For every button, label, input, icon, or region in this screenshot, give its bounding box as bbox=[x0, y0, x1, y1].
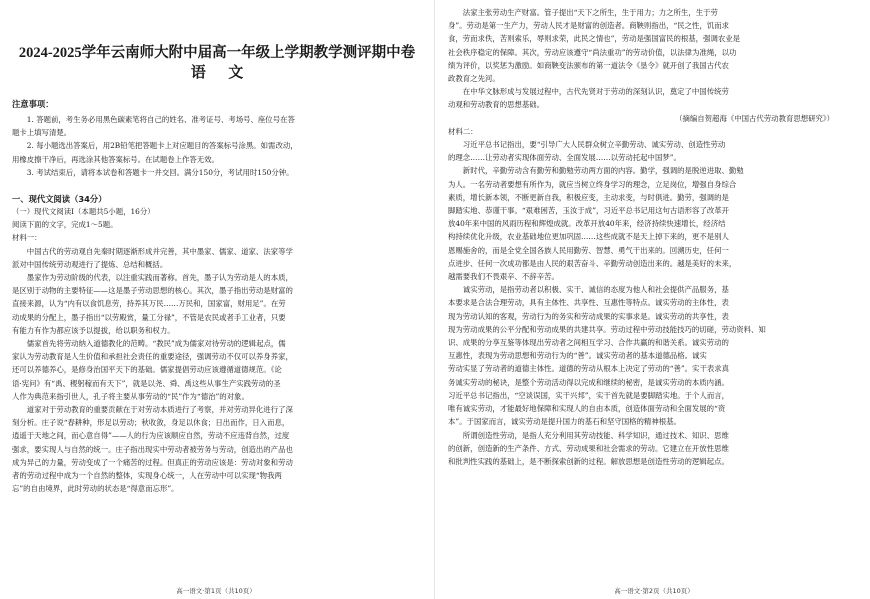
text-line: 点进步、任何一次成功都是由人民的艰苦奋斗、辛勤劳动创造出来的。越是美好的未来， bbox=[448, 258, 737, 268]
text-line: 儒家首先将劳动纳入道德教化的范畴。“教民”成为儒家对待劳动的逻辑起点，儒 bbox=[26, 339, 286, 349]
text-line: 语·宪问》有“禹、稷躬稼而有天下”，就是以尧、舜、禹这些从事生产实践劳动的圣 bbox=[12, 378, 281, 388]
text-line: 的理念……让劳动者实现体面劳动、全面发展……以劳动托起中国梦”。 bbox=[448, 153, 681, 163]
reading-instruction: 阅读下面的文字，完成1～5题。 bbox=[12, 220, 118, 230]
section-heading: 一、现代文阅读（34分） bbox=[12, 194, 107, 205]
text-line: 务诚实劳动的秘诀，是整个劳动活动得以完成和继续的秘密，是诚实劳动的本质内涵。 bbox=[448, 377, 729, 387]
text-line: 动观和劳动教育的思想基础。 bbox=[448, 100, 545, 110]
text-line: 身”。劳动是第一生产力，劳动人民才是财富的创造者。商鞅则指出，“民之性，饥而求 bbox=[448, 21, 730, 31]
text-line: 识、成果的分享互鉴等体现出劳动者之间相互学习、合作共赢的和谐关系。诚实劳动的 bbox=[448, 338, 729, 348]
text-line: 互惠性，表现为劳动思想和劳动行为的“善”。诚实劳动者的基本道德品格。诚实 bbox=[448, 351, 707, 361]
text-line: 者的劳动过程中成为一个自然的整体，实现身心统一，人在劳动中可以实现“物我两 bbox=[12, 471, 282, 481]
notice-line: 2. 每小题选出答案后，用2B铅笔把答题卡上对应题目的答案标号涂黑。如需改动， bbox=[26, 141, 298, 151]
text-line: 动成果的分配上，墨子指出“以劳殿赏，量工分禄”，不管是农民或者手工业者，只要 bbox=[12, 312, 286, 322]
text-line: 本”。于国家而言，诚实劳动是提升国力的基石和坚守国格的精神根基。 bbox=[448, 417, 681, 427]
notice-line: 题卡上填写清楚。 bbox=[12, 128, 72, 138]
notice-list bbox=[12, 113, 422, 179]
text-line: 现为劳动认知的客观，劳动行为的务实和劳动成果的实事求是。诚实劳动的共享性，表 bbox=[448, 311, 729, 321]
text-line: 法家主张劳动生产财富。管子提出“天下之所生，生于用力；力之所生，生于劳 bbox=[462, 8, 718, 17]
text-line: 唯有诚实劳动，才能最好地保障和实现人的自由本质，创造体面劳动和全面发展的“资 bbox=[448, 404, 726, 414]
exam-page-1 bbox=[0, 0, 432, 599]
text-line: 人作为典范来指引世人，孔子将主要从事劳动的“民”作为“德治”的对象。 bbox=[12, 391, 249, 401]
text-line: 食，劳而求佚，苦则索乐，辱则求荣，此民之情也”，劳动是强国富民的根基，强调农业是 bbox=[448, 34, 741, 44]
text-line: 素质，增长新本领，不断更新自我，积极应变，主动求变，与时俱进。勤劳，强调的是 bbox=[448, 192, 729, 202]
material-one-text bbox=[12, 245, 422, 496]
text-line: 道家对于劳动教育的重要贡献在于对劳动本质进行了考察，并对劳动异化进行了深 bbox=[26, 405, 293, 415]
text-line: 习近平总书记指出，“空谈误国，实干兴邦”，实干首先就是要脚踏实地。于个人而言， bbox=[448, 390, 730, 400]
text-line: 强求，要实现人与自然的统一。庄子指出现实中劳动者被劳务与劳动，创造出的产品也 bbox=[12, 444, 293, 454]
text-line: 放40年来中国的风雨历程和辉煌成就。改革开放40年来，经济持续快速增长，经济结 bbox=[448, 219, 726, 229]
subsection-heading: （一）现代文阅读Ⅰ（本题共5小题，16分） bbox=[12, 207, 155, 217]
notice-line: 1. 答题前，考生务必用黑色碳素笔将自己的姓名、准考证号、考场号、座位号在答 bbox=[26, 115, 295, 124]
exam-subject: 语文 bbox=[190, 65, 266, 81]
text-line: 派对中国传统劳动观进行了提炼、总结和概括。 bbox=[12, 259, 168, 269]
material-label: 材料一： bbox=[12, 233, 42, 243]
text-line: 忘”的自由境界，此时劳动的状态是“得意而忘形”。 bbox=[12, 484, 179, 494]
text-line: 构持续优化升级，农业基础地位更加巩固……这些成就不是天上掉下来的，更不是别人 bbox=[448, 232, 729, 242]
text-line: 中国古代的劳动观自先秦时期逐渐形成并完善，其中墨家、儒家、道家、法家等学 bbox=[26, 246, 293, 256]
page-footer: 高一语文·第2页（共10页） bbox=[614, 587, 694, 595]
text-line: 脚踏实地、恭谨干事。“艰难困苦，玉汝于成”，习近平总书记用这句古语形容了改革开 bbox=[448, 206, 730, 216]
text-line: 恩赐施舍的，而是全党全国各族人民用勤劳、智慧、勇气干出来的。回溯历史，任何一 bbox=[448, 245, 729, 255]
exam-title: 2024-2025学年云南师大附中届高一年级上学期教学测评期中卷 bbox=[18, 45, 416, 61]
page-fold-divider bbox=[434, 0, 435, 599]
text-line: 成为异己的力量，劳动变成了一个痛苦的过程。但真正的劳动应该是：劳动对象和劳动 bbox=[12, 457, 293, 467]
source-citation: （摘编自贺超海《中国古代劳动教育思想研究》） bbox=[675, 113, 834, 123]
notice-line: 用橡皮擦干净后，再选涂其他答案标号。在试题卷上作答无效。 bbox=[12, 154, 219, 164]
text-line: 还可以养德养心，是修身治国平天下的基础。儒家提倡劳动应该遵循道德规范。《论 bbox=[12, 365, 282, 375]
text-line: 逍遥于天地之间，而心意自得”——人的行为应该顺应自然，劳动不应违背自然，过度 bbox=[12, 431, 290, 441]
text-line: 在中华文脉形成与发展过程中，古代先贤对于劳动的深刻认识，奠定了中国传统劳 bbox=[462, 87, 729, 97]
material-label: 材料二： bbox=[448, 126, 478, 136]
text-line: 绩为评价，以奖惩为激励。如商鞅变法颁布的第一道法令《垦令》就开创了我国古代农 bbox=[448, 60, 729, 70]
text-line: 越需要我们不畏艰辛、不辞辛苦。 bbox=[448, 272, 559, 282]
text-line: 有能力有作为都应该予以提拔，给以职务和权力。 bbox=[12, 325, 175, 335]
text-line: 是区别于动物的主要特征——这是墨子劳动思想的核心。其次，墨子指出劳动是财富的 bbox=[12, 286, 293, 296]
material-two-text bbox=[448, 138, 858, 468]
text-line: 社会秩序稳定的保障。其次，劳动应该遵守“尚法重功”的劳动价值，以法律为准绳，以功 bbox=[448, 47, 737, 57]
notice-line: 3. 考试结束后，请将本试卷和答题卡一并交回。满分150分，考试用时150分钟。 bbox=[26, 167, 294, 177]
text-line: 墨家作为劳动阶级的代表，以注重实践而著称。首先，墨子认为劳动是人的本质， bbox=[26, 273, 293, 283]
text-line: 现为劳动成果的公平分配和劳动成果的共建共享。劳动过程中劳动技能技巧的切磋，劳动资料、知 bbox=[448, 324, 766, 334]
text-line: 习近平总书记指出，要“引导广大人民群众树立辛勤劳动、诚实劳动、创造性劳动 bbox=[462, 140, 726, 150]
text-line: 和批判性实践的基础上，是不断探索创新的过程。解放思想是创造性劳动的逻辑起点。 bbox=[448, 456, 729, 466]
material-one-continued bbox=[448, 6, 858, 112]
text-line: 诚实劳动，是指劳动者以积极、实干、诚信的态度为他人和社会提供产品服务，基 bbox=[462, 285, 729, 295]
text-line: 为人。一名劳动者要想有所作为，就应当树立终身学习的理念，立足岗位，增强自身综合 bbox=[448, 179, 737, 189]
text-line: 直接来源，认为“内有以食饥息劳，持养其万民……万民和，国家富，财用足”。在劳 bbox=[12, 299, 286, 309]
text-line: 劳动实显了劳动者的道德主体性。道德的劳动从根本上决定了劳动的“善”。实干表求真 bbox=[448, 364, 730, 374]
text-line: 家认为劳动教育是人生价值和承担社会责任的重要途径，强调劳动不仅可以养身养家， bbox=[12, 352, 293, 362]
exam-page-2 bbox=[438, 0, 870, 599]
text-line: 所谓创造性劳动，是指人充分利用其劳动技能、科学知识，通过技术、知识、思维 bbox=[462, 430, 729, 440]
text-line: 的创新，创造新的生产条件、方式、劳动成果和社会需求的劳动。它建立在开放性思维 bbox=[448, 443, 729, 453]
text-line: 刻分析。庄子说“春耕种，形足以劳动；秋收敛，身足以休食；日出而作，日入而息， bbox=[12, 418, 290, 428]
text-line: 政教育之先河。 bbox=[448, 74, 500, 84]
text-line: 本要求是合法合理劳动，具有主体性、共享性、互惠性等特点。诚实劳动的主体性，表 bbox=[448, 298, 729, 308]
page-footer: 高一语文·第1页（共10页） bbox=[176, 587, 256, 595]
text-line: 新时代，辛勤劳动含有勤劳和勤勉劳动两方面的内容。勤学，强调的是脱逆进取、勤勉 bbox=[462, 166, 744, 176]
notice-heading: 注意事项： bbox=[12, 99, 54, 109]
